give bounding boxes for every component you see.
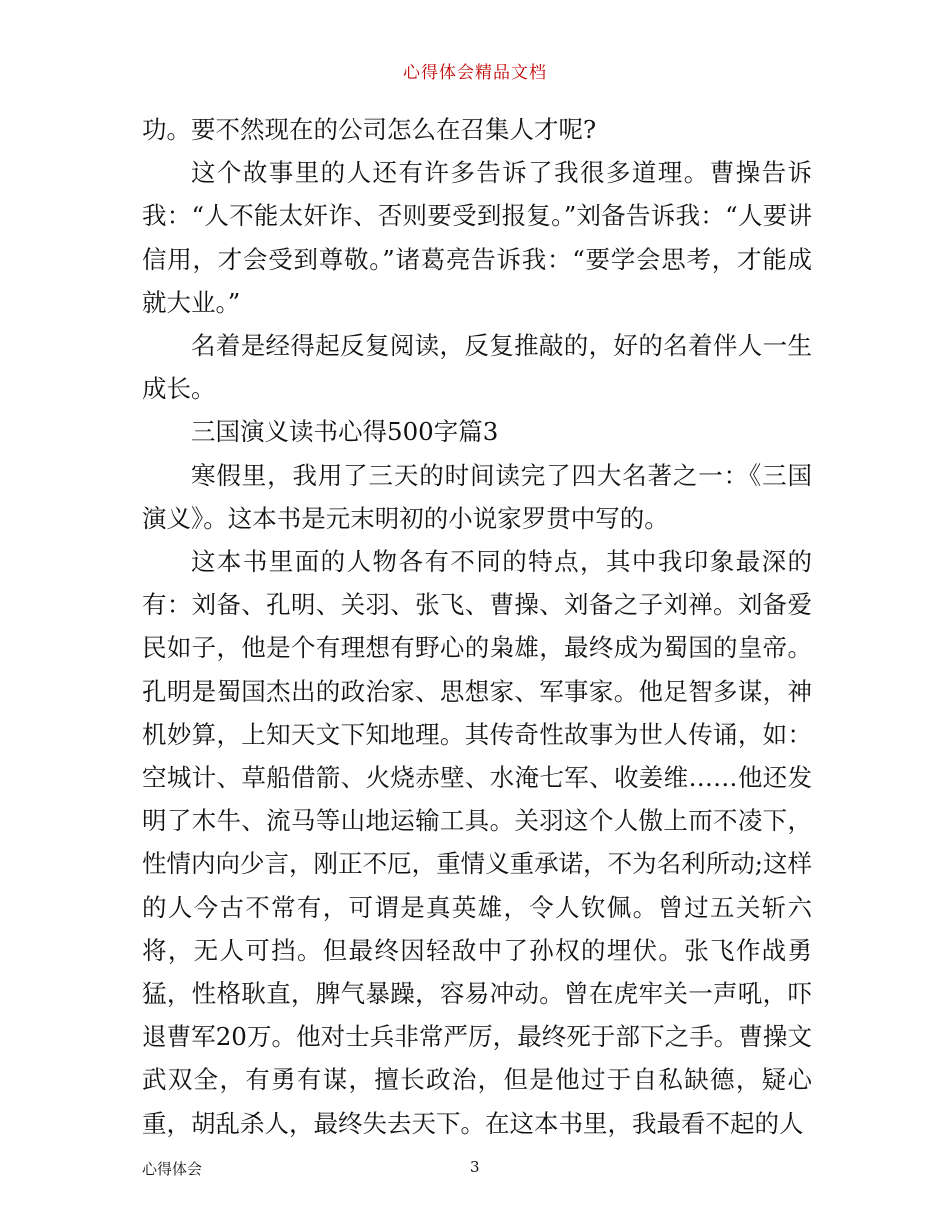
paragraph: 名着是经得起反复阅读，反复推敲的，好的名着伴人一生成长。	[142, 331, 812, 404]
document-body	[142, 108, 812, 1145]
paragraph: 这个故事里的人还有许多告诉了我很多道理。曹操告诉我：“人不能太奸诈、否则要受到报复。”刘备告诉我：“人要讲信用，才会受到尊敬。”诸葛亮告诉我：“要学会思考，才能成就大业。”	[142, 158, 812, 317]
footer-label: 心得体会	[142, 1160, 203, 1178]
page-number: 3	[470, 1158, 480, 1176]
paragraph: 这本书里面的人物各有不同的特点，其中我印象最深的有：刘备、孔明、关羽、张飞、曹操、刘备之子刘禅。刘备爱民如子，他是个有理想有野心的枭雄，最终成为蜀国的皇帝。孔明是蜀国杰出的政治家、思想家、军事家。他足智多谋，神机妙算，上知天文下知地理。其传奇性故事为世人传诵，如：空城计、草船借箭、火烧赤壁、水淹七军、收姜维……他还发明了木牛、流马等山地运输工具。关羽这个人傲上而不凌下，性情内向少言，刚正不厄，重情义重承诺，不为名利所动;这样的人今古不常有，可谓是真英雄，令人钦佩。曾过五关斩六将，无人可挡。但最终因轻敌中了孙权的埋伏。张飞作战勇猛，性格耿直，脾气暴躁，容易冲动。曾在虎牢关一声吼，吓退曹军20万。他对士兵非常严厉，最终死于部下之手。曹操文武双全，有勇有谋，擅长政治，但是他过于自私缺德，疑心重，胡乱杀人，最终失去天下。在这本书里，我最看不起的人	[142, 547, 812, 1138]
section-heading: 三国演义读书心得500字篇3	[191, 417, 499, 447]
paragraph: 寒假里，我用了三天的时间读完了四大名著之一：《三国演义》。这本书是元末明初的小说家罗贯中写的。	[142, 460, 812, 533]
paragraph-continuation: 功。要不然现在的公司怎么在召集人才呢?	[142, 115, 597, 144]
page-header-title: 心得体会精品文档	[403, 63, 547, 83]
